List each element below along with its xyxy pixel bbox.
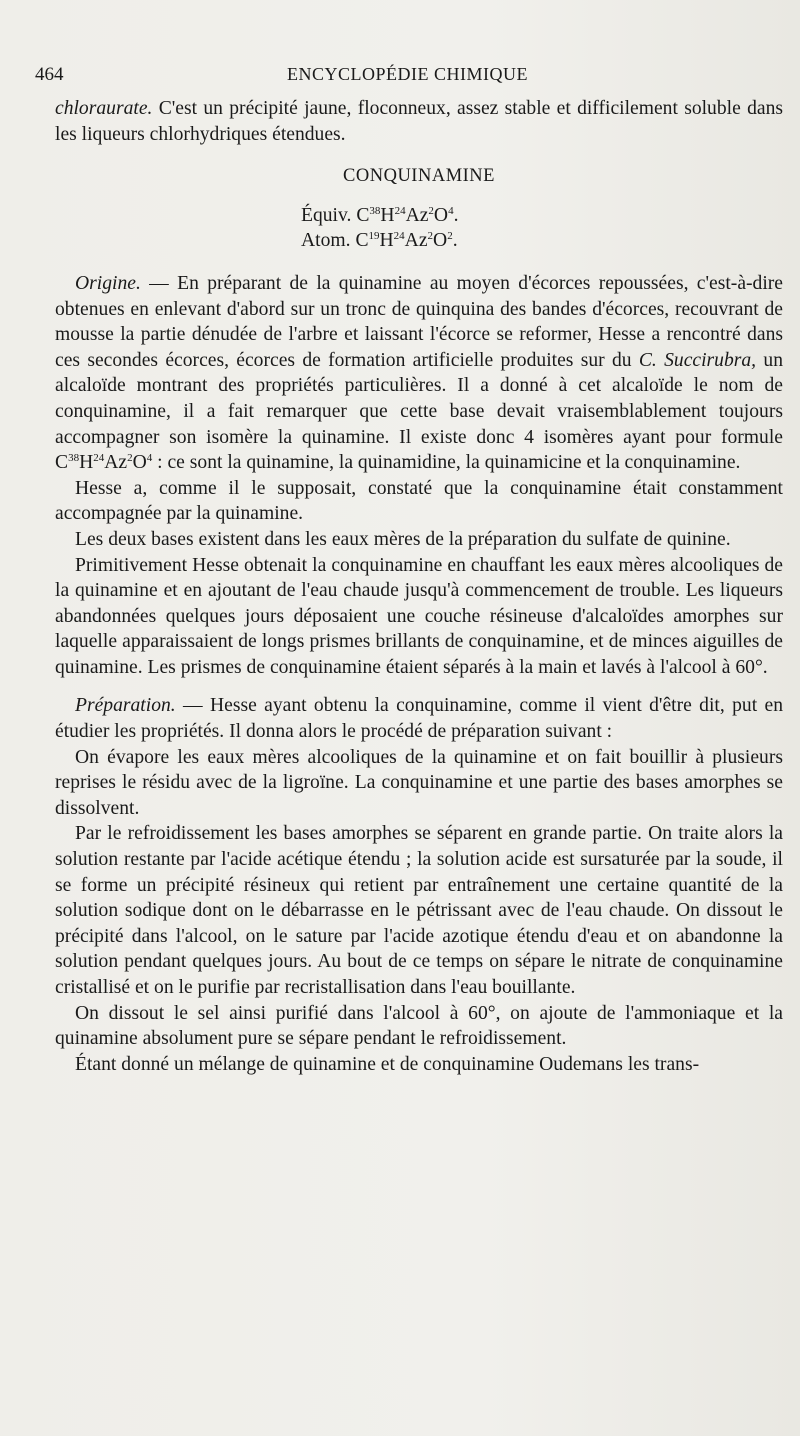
body-paragraph: On dissout le sel ainsi purifié dans l'alcool à 60°, on ajoute de l'ammoniaque et la quinamine absolument pure se sépare pendant le refroidissement. <box>55 1002 783 1050</box>
equiv-label: Équiv. <box>301 204 357 226</box>
preparation-text: — Hesse ayant obtenu la conquinamine, comme il vient d'être dit, put en étudier les propriétés. Il donna alors le procédé de préparation suivant : <box>55 695 783 743</box>
origine-term: Origine. <box>75 272 141 294</box>
running-title: ENCYCLOPÉDIE CHIMIQUE <box>287 64 528 84</box>
formula-element: H <box>379 230 394 252</box>
formula-subscript: 24 <box>394 204 406 217</box>
formula-element: H <box>380 204 395 226</box>
formula-subscript: 4 <box>448 204 454 217</box>
intro-text: C'est un précipité jaune, floconneux, assez stable et difficilement soluble dans les liqueurs chlorhydriques étendues. <box>55 98 783 145</box>
body-paragraph: On évapore les eaux mères alcooliques de la quinamine et on fait bouillir à plusieurs reprises le résidu avec de la ligroïne. La conquinamine et une partie des bases amorphes se dissolvent. <box>55 746 783 819</box>
formula-element: Az <box>104 452 128 474</box>
origine-paragraph <box>55 271 783 476</box>
formula-element: O <box>433 230 448 252</box>
preparation-term: Préparation. <box>75 695 176 717</box>
origine-text-1: — En préparant de la quinamine au moyen d'écorces repoussées, c'est-à-dire obtenues en enlevant d'abord sur un tronc de quinquina des bandes d'écorces, recouvrant de mousse la partie dénudée de l'arbre et laissant l'écorce se reformer, Hesse a rencontré dans ces secondes écorces, écorces de formation artificielle produites sur du <box>55 272 783 371</box>
formula-end: . <box>452 230 458 252</box>
intro-paragraph <box>55 96 783 147</box>
equiv-formula <box>55 203 783 229</box>
formula-element: O <box>132 452 147 474</box>
formula-subscript: 38 <box>369 204 381 217</box>
formula-element: C <box>356 204 370 226</box>
formula-end: . <box>453 204 459 226</box>
section-title: CONQUINAMINE <box>343 166 495 187</box>
formula-subscript: 19 <box>368 230 380 243</box>
preparation-paragraph <box>55 693 783 744</box>
origine-text-2: un alcaloïde montrant des propriétés particulières. Il a donné à cet alcaloïde le nom de conquinamine, il a fait remarquer que cette base devait vraisemblablement toujours accompagner son isomère la quinamine. Il existe donc 4 isomères ayant pour formule <box>55 349 783 448</box>
formula-subscript: 2 <box>427 230 434 243</box>
origine-text-3: : ce sont la quinamine, la quinamidine, la quinamicine et la conquinamine. <box>152 452 741 474</box>
formula-element: C <box>355 230 369 252</box>
species-name: C. Succirubra, <box>638 349 757 371</box>
formula-subscript: 24 <box>393 230 405 243</box>
formula-subscript: 4 <box>146 452 153 465</box>
formula-element: C <box>55 452 69 474</box>
body-paragraph: Hesse a, comme il le supposait, constaté que la conquinamine était constamment accompagnée par la quinamine. <box>55 477 783 525</box>
body-paragraph: Par le refroidissement les bases amorphes se séparent en grande partie. On traite alors la solution restante par l'acide acétique étendu ; la solution acide est sursaturée par la soude, il se forme un précipité résineux qui retient par entraînement une certaine quantité de la solution sodique dont on le débarrasse en le pétrissant avec de l'eau chaude. On dissout le précipité dans l'alcool, on le sature par l'acide azotique étendu d'eau et on abandonne la solution pendant quelques jours. Au bout de ce temps on sépare le nitrate de conquinamine cristallisé et on le purifie par recristallisation dans l'eau bouillante. <box>55 823 783 998</box>
formula-subscript: 2 <box>428 204 434 217</box>
formula-element: H <box>79 452 94 474</box>
section-gap <box>55 680 783 693</box>
formula-element: Az <box>404 230 428 252</box>
formula-element: O <box>433 204 449 226</box>
formula-subscript: 2 <box>447 230 453 243</box>
formula-subscript: 24 <box>93 452 105 465</box>
formula-block <box>55 203 783 254</box>
page-header <box>35 64 780 92</box>
atom-label: Atom. <box>301 230 356 252</box>
body-paragraph: Étant donné un mélange de quinamine et de conquinamine Oudemans les trans- <box>75 1053 700 1075</box>
formula-subscript: 2 <box>127 452 133 465</box>
body-paragraph: Primitivement Hesse obtenait la conquinamine en chauffant les eaux mères alcooliques de la quinamine et en ajoutant de l'eau chaude jusqu'à commencement de trouble. Les liqueurs abandonnées quelques jours déposaient une couche résineuse d'alcaloïdes amorphes sur laquelle apparaissaient de longs prismes brillants de conquinamine, et de minces aiguilles de quinamine. Les prismes de conquinamine étaient séparés à la main et lavés à l'alcool à 60°. <box>55 554 783 678</box>
intro-term: chloraurate. <box>55 98 153 119</box>
atom-formula <box>55 228 783 254</box>
body-text <box>55 96 783 1077</box>
formula-element: Az <box>405 204 429 226</box>
formula-subscript: 38 <box>68 452 80 465</box>
body-paragraph: Les deux bases existent dans les eaux mères de la préparation du sulfate de quinine. <box>75 528 731 550</box>
page-number: 464 <box>35 64 64 85</box>
